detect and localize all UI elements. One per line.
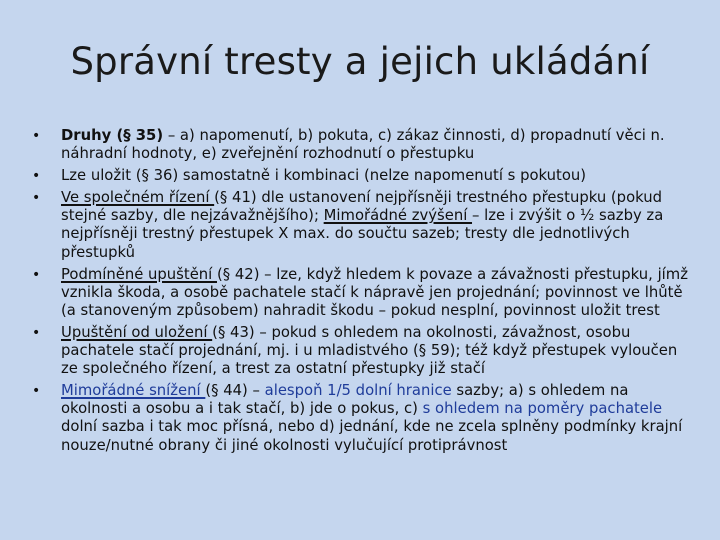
text-run: dolní sazba i tak moc přísná, nebo d) jednání, kde ne zcela splněny podmínky krajní nouze/nutné obrany či jiné okolnosti vylučující protiprávnost [61, 418, 683, 454]
bullet-text: Lze uložit (§ 36) samostatně i kombinaci (nelze napomenutí s pokutou) [61, 167, 587, 185]
bullet-icon: • [32, 190, 41, 207]
bullet-icon: • [32, 324, 41, 341]
bullet-list [32, 127, 697, 459]
text-run: sazby; a) s ohledem na okolnosti a osobu a i tak stačí, b) jde o pokus, c) [61, 382, 629, 418]
text-run: – a) napomenutí, b) pokuta, c) zákaz činnosti, d) propadnutí věci n. náhradní hodnoty, e) zveřejnění rozhodnutí o přestupku [61, 127, 665, 163]
bullet-item-extraordinary-reduction [32, 382, 697, 454]
underlined-term: Mimořádné zvýšení [323, 207, 473, 225]
bullet-icon: • [32, 168, 41, 185]
bullet-icon: • [32, 128, 41, 144]
bullet-text [61, 266, 688, 319]
underlined-term: Upuštění od uložení [61, 323, 213, 341]
highlighted-text: alespoň 1/5 dolní hranice [264, 382, 452, 400]
bullet-item-joint-proceedings [32, 189, 697, 261]
text-run: – lze i zvýšit o ½ sazby za nejpřísněji trestný přestupek X max. do součtu sazeb; tresty dle jednotlivých přestupků [61, 207, 664, 261]
bullet-text [61, 324, 677, 377]
bullet-item-combination [32, 167, 697, 185]
bullet-text [61, 189, 663, 260]
text-run: (§ 43) – pokud s ohledem na okolnosti, závažnost, osobu pachatele stačí projednání, mj. i u mladistvého (§ 59); též když přestupek vyloučen ze společného řízení, a trest za ostatní přestupky již stačí [61, 323, 678, 378]
text-run: (§ 44) – [205, 382, 265, 400]
bullet-icon: • [32, 266, 41, 283]
underlined-term: Podmíněné upuštění [61, 265, 217, 283]
bold-term: Druhy (§ 35) [61, 127, 164, 144]
bullet-icon: • [32, 383, 41, 400]
bullet-item-waiver [32, 324, 697, 378]
bullet-text [61, 127, 665, 162]
text-run: (§ 41) dle ustanovení nejpřísněji trestného přestupku (pokud stejné sazby, dle nejzávažnějšího); [61, 189, 663, 225]
text-run: (§ 42) – lze, když hledem k povaze a závažnosti přestupku, jímž vznikla škoda, a osobě pachatele stačí k nápravě jen projednání; povinnost ve lhůtě (a stanoveným způsobem) nahradit škodu – pokud nesplní, povinnost uložit trest [61, 265, 688, 319]
highlighted-text: s ohledem na poměry pachatele [422, 400, 663, 418]
bullet-item-types [32, 127, 697, 163]
bullet-item-conditional-waiver [32, 266, 697, 320]
bullet-text [61, 382, 682, 453]
underlined-term: Mimořádné snížení [61, 382, 206, 400]
underlined-term: Ve společném řízení [61, 189, 215, 207]
slide-title: Správní tresty a jejich ukládání [70, 40, 650, 83]
